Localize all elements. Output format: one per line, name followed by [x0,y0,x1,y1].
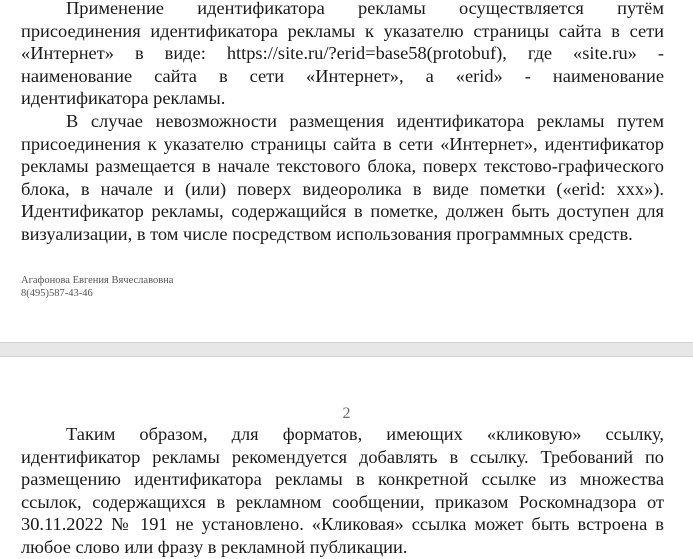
text-line: присоединения идентификатора рекламы к указателю страницы сайта в сети [21,20,664,41]
text-line: Таким образом, для форматов, имеющих «кликовую» ссылку, [66,424,664,444]
text-line: блока, в начале и (или) поверх видеоролика в виде пометки («erid: ххх»). [21,178,664,199]
text-line: «Интернет» в виде: https://site.ru/?erid=base58(protobuf), где «site.ru» - [21,43,664,64]
author-phone: 8(495)587-43-46 [21,288,93,299]
text-line: визуализации, в том числе посредством использования программных средств. [21,223,633,244]
paragraph-erid-marker [21,110,664,246]
text-line: идентификатор рекламы рекомендуется добавлять в ссылку. Требований по [21,446,664,467]
document-page-2 [0,357,693,557]
page-separator [0,342,693,357]
text-line: Идентификатор рекламы, содержащийся в пометке, должен быть доступен для [21,201,664,222]
author-name: Агафонова Евгения Вячеславовна [21,275,174,286]
text-line: идентификатора рекламы. [21,88,226,109]
text-line: Применение идентификатора рекламы осуществляется путём [66,0,664,18]
paragraph-click-link [21,423,664,559]
text-line: 30.11.2022 № 191 не установлено. «Кликовая» ссылка может быть встроена в [21,514,664,535]
text-line: ссылок, содержащихся в рекламном сообщении, приказом Роскомнадзора от [21,491,664,512]
text-line: любое слово или фразу в рекламной публикации. [21,536,408,557]
text-line: В случае невозможности размещения идентификатора рекламы путем [66,111,664,131]
paragraph-erid-url [21,0,664,110]
text-line: присоединения к указателю страницы сайта в сети «Интернет», идентификатор [21,133,664,154]
text-line: рекламы размещается в начале текстового блока, поверх текстово-графического [21,156,664,177]
text-line: размещению идентификатора рекламы в конкретной ссылке из множества [21,469,664,490]
page-number: 2 [342,405,351,422]
text-line: наименование сайта в сети «Интернет», а «erid» - наименование [21,65,664,86]
